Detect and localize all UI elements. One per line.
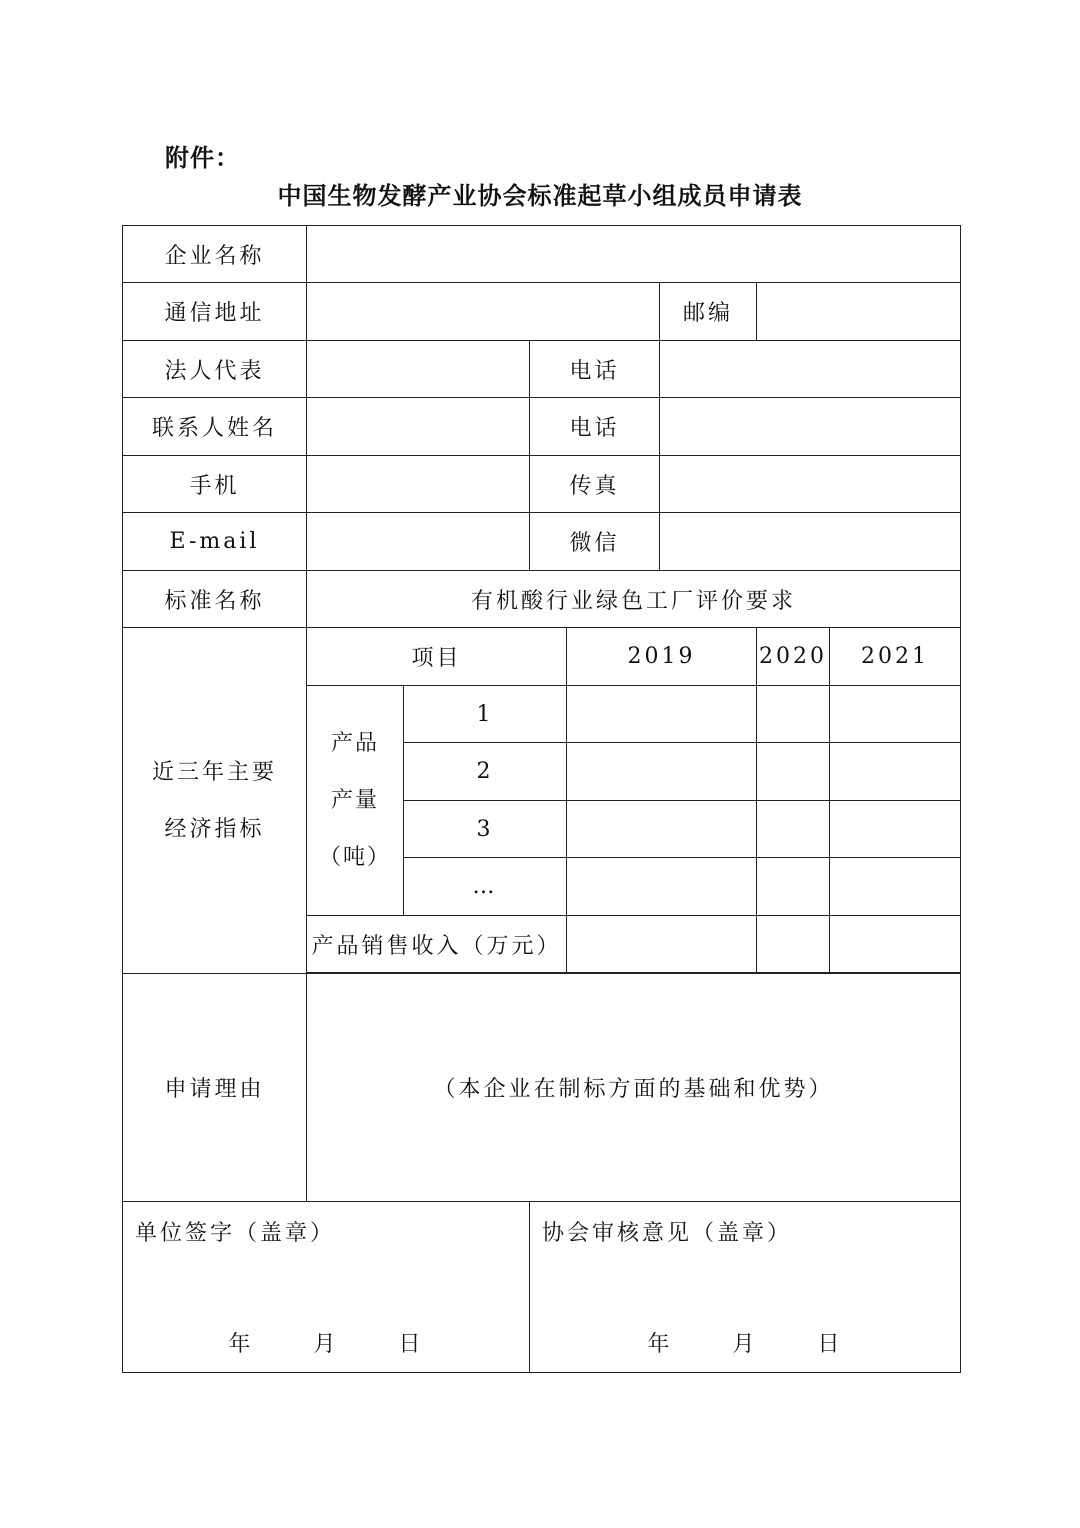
sales-2020[interactable] (757, 916, 830, 973)
application-form-table (122, 225, 961, 1373)
attachment-label: 附件： (165, 144, 240, 172)
unit-signature-label: 单位签字（盖章） (135, 1221, 336, 1246)
cell-1-2021[interactable] (830, 686, 961, 743)
sales-2021[interactable] (830, 916, 961, 973)
reason-field[interactable] (307, 974, 961, 1202)
cell-3-2019[interactable] (567, 801, 757, 858)
wechat-label: 微信 (530, 513, 660, 571)
product-row-1[interactable]: 1 (404, 686, 567, 743)
output-label-line3: （吨） (318, 845, 391, 870)
cell-2-2019[interactable] (567, 743, 757, 801)
cell-1-2019[interactable] (567, 686, 757, 743)
year-2021-header: 2021 (830, 628, 961, 686)
reason-label: 申请理由 (123, 974, 307, 1202)
output-label-line1: 产品 (330, 731, 379, 756)
wechat-field[interactable] (660, 513, 961, 571)
contact-name-label: 联系人姓名 (123, 398, 307, 456)
standard-name-value[interactable]: 有机酸行业绿色工厂评价要求 (307, 571, 961, 628)
postcode-label: 邮编 (660, 283, 757, 341)
product-output-label (307, 686, 404, 916)
fax-label: 传真 (530, 456, 660, 513)
postcode-field[interactable] (757, 283, 961, 341)
fax-field[interactable] (660, 456, 961, 513)
cell-3-2020[interactable] (757, 801, 830, 858)
association-review-label: 协会审核意见（盖章） (542, 1221, 793, 1246)
economic-indicators-label (123, 628, 307, 974)
unit-signature-cell[interactable] (123, 1202, 530, 1373)
form-title: 中国生物发酵产业协会标准起草小组成员申请表 (277, 182, 803, 210)
reason-hint: （本企业在制标方面的基础和优势） (433, 1077, 834, 1102)
standard-name-label: 标准名称 (123, 571, 307, 628)
economic-label-line2: 经济指标 (164, 816, 265, 842)
address-label: 通信地址 (123, 283, 307, 341)
association-review-cell[interactable] (530, 1202, 961, 1373)
product-row-2[interactable]: 2 (404, 743, 567, 801)
mobile-label: 手机 (123, 456, 307, 513)
address-field[interactable] (307, 283, 660, 341)
legal-rep-field[interactable] (307, 341, 530, 398)
product-row-more[interactable]: … (404, 858, 567, 916)
cell-4-2021[interactable] (830, 858, 961, 916)
phone-field[interactable] (660, 341, 961, 398)
cell-2-2020[interactable] (757, 743, 830, 801)
company-name-label: 企业名称 (123, 226, 307, 283)
cell-4-2020[interactable] (757, 858, 830, 916)
email-field[interactable] (307, 513, 530, 571)
sales-revenue-label: 产品销售收入（万元） (307, 916, 567, 973)
sales-2019[interactable] (567, 916, 757, 973)
contact-phone-label: 电话 (530, 398, 660, 456)
legal-rep-label: 法人代表 (123, 341, 307, 398)
output-label-line2: 产量 (330, 788, 379, 813)
mobile-field[interactable] (307, 456, 530, 513)
product-row-3[interactable]: 3 (404, 801, 567, 858)
economic-label-line1: 近三年主要 (151, 759, 277, 785)
cell-1-2020[interactable] (757, 686, 830, 743)
email-label: E-mail (123, 513, 307, 571)
unit-signature-date: 年 月 日 (228, 1332, 424, 1357)
association-review-date: 年 月 日 (647, 1332, 843, 1357)
cell-3-2021[interactable] (830, 801, 961, 858)
cell-4-2019[interactable] (567, 858, 757, 916)
item-header: 项目 (307, 628, 567, 686)
cell-2-2021[interactable] (830, 743, 961, 801)
phone-label: 电话 (530, 341, 660, 398)
contact-phone-field[interactable] (660, 398, 961, 456)
year-2019-header: 2019 (567, 628, 757, 686)
year-2020-header: 2020 (757, 628, 830, 686)
contact-name-field[interactable] (307, 398, 530, 456)
company-name-field[interactable] (307, 226, 961, 283)
